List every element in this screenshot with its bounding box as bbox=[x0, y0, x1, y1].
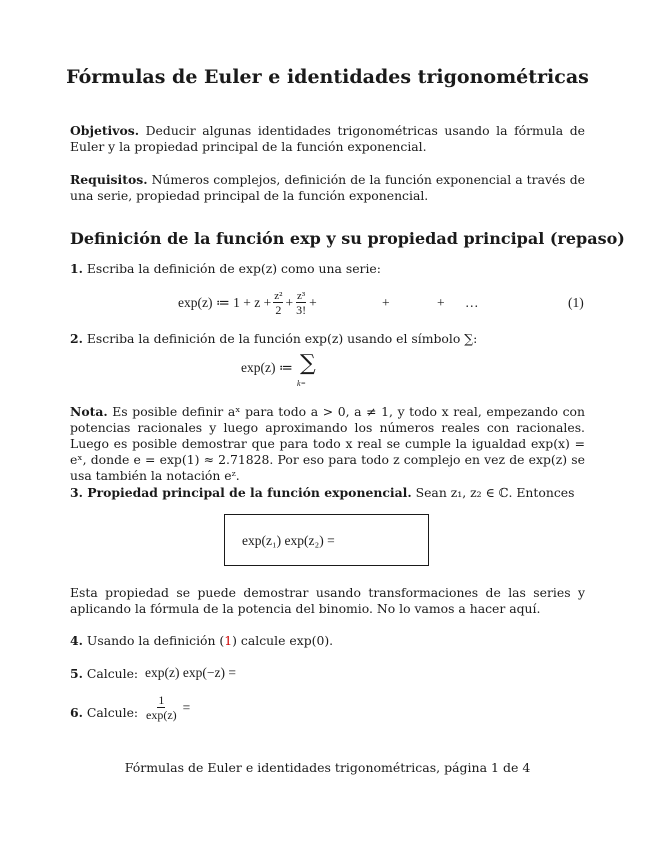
reciprocal-numerator: 1 bbox=[158, 693, 165, 707]
reciprocal-fraction bbox=[145, 693, 178, 722]
sum-lhs: exp(z) ≔ bbox=[241, 360, 293, 375]
item-1-number: 1. bbox=[70, 261, 83, 276]
item-2 bbox=[70, 331, 585, 347]
series-blank-plus-c: + bbox=[437, 295, 445, 310]
section-title: Definición de la función exp y su propiedad principal (repaso) bbox=[70, 229, 625, 248]
sigma-symbol: ∑ bbox=[300, 351, 316, 376]
fraction-z3-denominator: 3! bbox=[296, 302, 307, 317]
series-lhs: exp(z) ≔ 1 + z + bbox=[178, 295, 272, 310]
item-4-text-b: ) calcule exp(0). bbox=[232, 633, 334, 648]
requisitos-paragraph bbox=[70, 172, 585, 204]
item-5-number: 5. bbox=[70, 666, 83, 681]
item-4-text-a: Usando la definición ( bbox=[86, 633, 225, 648]
objetivos-text: Deducir algunas identidades trigonométricas usando la fórmula de Euler y la propiedad principal de la función exponencial. bbox=[70, 123, 585, 154]
sigma-subscript: k= bbox=[297, 379, 306, 388]
item-2-number: 2. bbox=[70, 331, 83, 346]
property-equation: exp(z₁) exp(z₂) = bbox=[242, 533, 335, 548]
item-2-text: Escriba la definición de la función exp(z) usando el símbolo ∑: bbox=[86, 331, 478, 346]
equation-number-1: (1) bbox=[568, 295, 584, 310]
item-1-text: Escriba la definición de exp(z) como una serie: bbox=[86, 261, 381, 276]
series-dots: … bbox=[465, 295, 479, 310]
item-6-text: Calcule: bbox=[86, 705, 139, 720]
item-3 bbox=[70, 485, 585, 501]
objetivos-paragraph bbox=[70, 123, 585, 155]
requisitos-text: Números complejos, definición de la función exponencial a través de una serie, propiedad principal de la función exponencial. bbox=[70, 172, 585, 203]
item-6-equation bbox=[143, 693, 190, 722]
series-blank-plus-b: + bbox=[382, 295, 390, 310]
item-3-text: Sean z₁, z₂ ∈ ℂ. Entonces bbox=[415, 485, 575, 500]
nota-text: Es posible definir aˣ para todo a > 0, a ≠ 1, y todo x real, empezando con potencias racionales y luego aproximando los números reales con racionales. Luego es posible demostrar que para todo x real se cumple la igualdad exp(x) = eˣ, donde e = exp(1) ≈ 2.71828. Por eso para todo z complejo en vez de exp(z) se usa también la notación eᶻ. bbox=[70, 404, 585, 483]
fraction-z2-numerator: z² bbox=[274, 289, 283, 302]
reciprocal-denominator: exp(z) bbox=[146, 708, 177, 722]
item-1 bbox=[70, 261, 585, 277]
requisitos-label: Requisitos. bbox=[70, 172, 148, 187]
demonstration-paragraph: Esta propiedad se puede demostrar usando transformaciones de las series y aplicando la fórmula de la potencia del binomio. No lo vamos a hacer aquí. bbox=[70, 585, 585, 616]
series-plus-a: + bbox=[309, 295, 317, 310]
nota-paragraph bbox=[70, 404, 585, 484]
objetivos-label: Objetivos. bbox=[70, 123, 140, 138]
item-4-number: 4. bbox=[70, 633, 83, 648]
series-fraction-z2 bbox=[273, 290, 283, 317]
nota-label: Nota. bbox=[70, 404, 108, 419]
page-footer: Fórmulas de Euler e identidades trigonométricas, página 1 de 4 bbox=[124, 760, 531, 775]
series-fraction-z3 bbox=[295, 290, 307, 317]
page-title: Fórmulas de Euler e identidades trigonométricas bbox=[66, 66, 589, 88]
fraction-z2-denominator: 2 bbox=[275, 302, 282, 317]
item-6-number: 6. bbox=[70, 705, 83, 720]
series-plus: + bbox=[285, 295, 294, 310]
fraction-z3-numerator: z³ bbox=[297, 289, 306, 302]
item-3-label: 3. Propiedad principal de la función exponencial. bbox=[70, 485, 412, 500]
item-6-equals: = bbox=[182, 699, 191, 715]
series-equation bbox=[178, 285, 317, 321]
item-4 bbox=[70, 633, 585, 649]
equation-reference-link[interactable]: 1 bbox=[224, 633, 233, 648]
item-5-text: Calcule: bbox=[86, 666, 139, 681]
item-5-equation: exp(z) exp(−z) = bbox=[145, 665, 236, 680]
